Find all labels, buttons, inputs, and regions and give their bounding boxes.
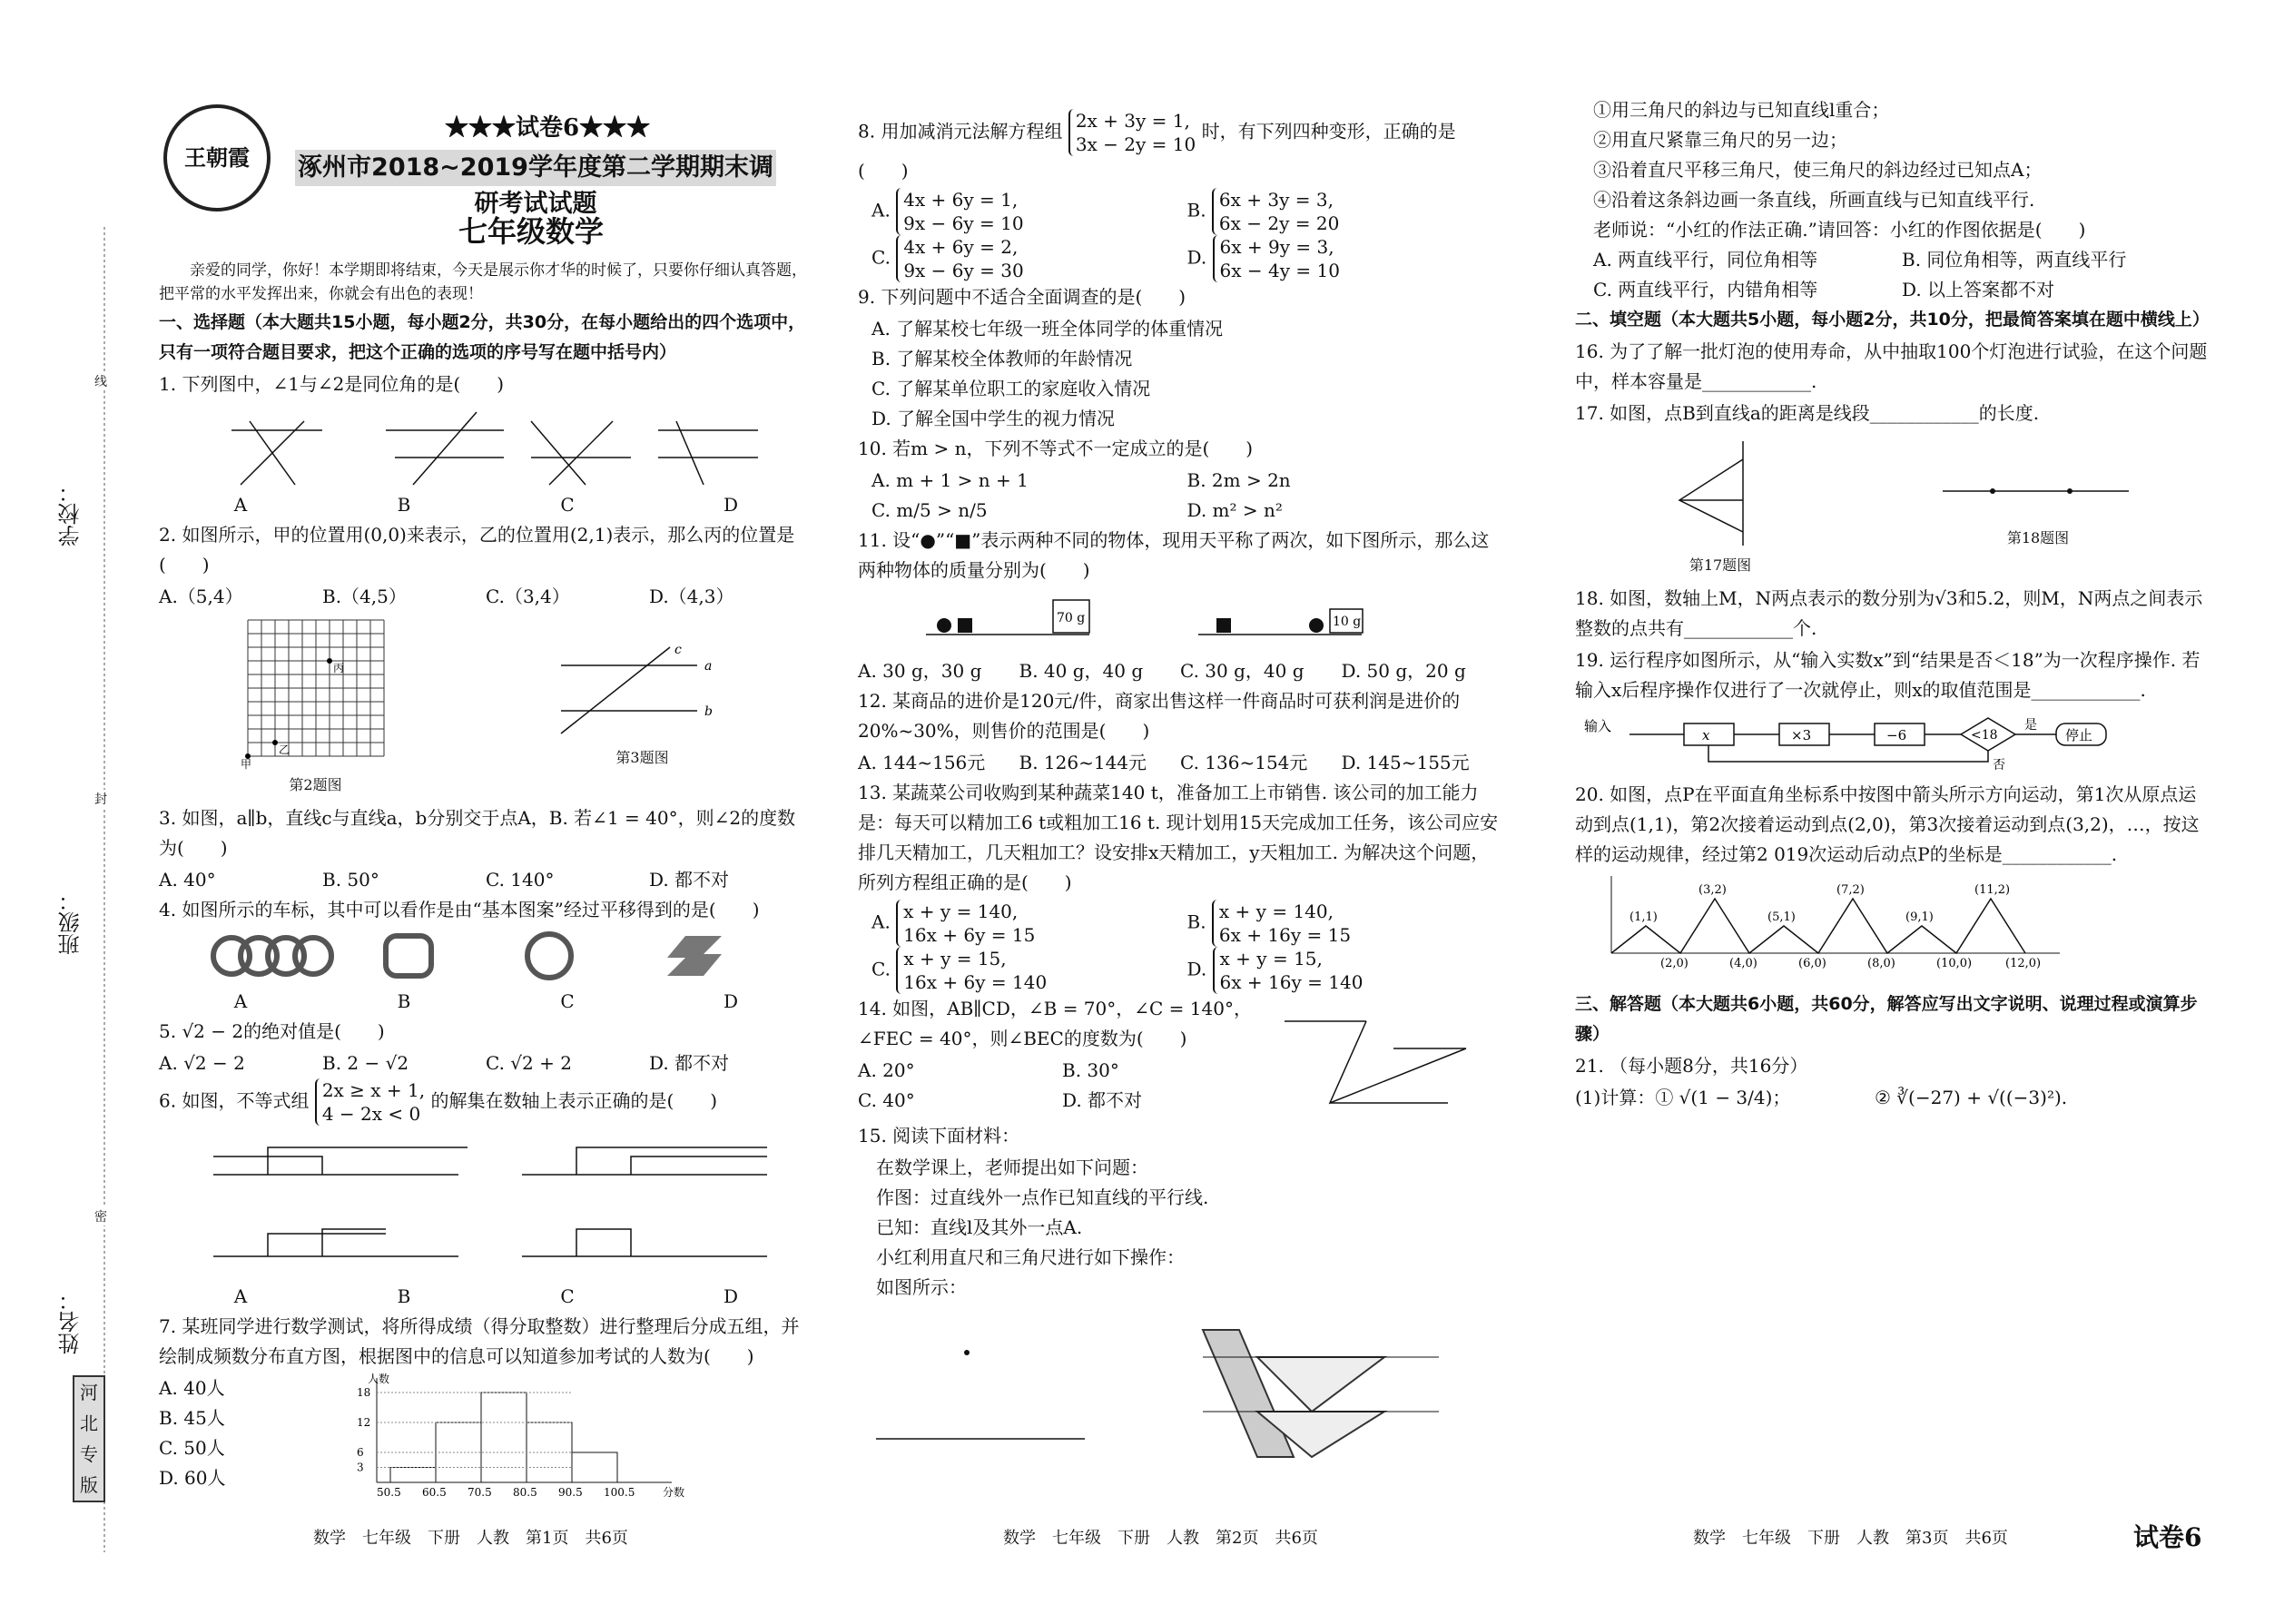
q11-option-c[interactable]: C. 30 g，40 g [1180,660,1305,682]
q3-figure [552,643,733,773]
q6-option-a[interactable]: A [233,1285,248,1307]
q1-options [159,490,812,520]
q3-parallel-lines [552,643,733,743]
q15-material [876,1153,1502,1303]
q13-b-sys [1212,900,1377,947]
q15-option-d[interactable]: D. 以上答案都不对 [1902,279,2055,300]
question-6 [159,1078,812,1126]
q6-option-b[interactable]: B [397,1285,411,1307]
footer-page-1: 数学 七年级 下册 人教 第1页 共6页 [313,1529,628,1548]
q8-option-a[interactable] [871,188,1187,235]
q1-figures [159,403,812,494]
section-2-heading: 二、填空题（本大题共5小题，每小题2分，共10分，把最简答案填在题中横线上） [1575,310,2210,330]
q6-eq1: 2x ≥ x + 1, [321,1079,426,1101]
q4-logos [159,929,812,983]
q15-line-4: 已知：直线l及其外一点A. [876,1216,1083,1238]
q2-figure [239,615,393,800]
paper-badge: ★★★试卷6★★★ [445,114,651,142]
point-label-lower: (6,0) [1798,957,1826,970]
q3-option-a[interactable]: A. 40° [159,869,216,891]
question-10: 10. 若m > n，下列不等式不一定成立的是( ) [858,438,1254,459]
q13-c-eq2: 16x + 6y = 140 [903,971,1048,993]
q7-option-b[interactable]: B. 45人 [159,1407,225,1429]
q13-b-letter: B. [1186,910,1206,933]
q8-c-sys [896,235,1061,282]
binding-strip [36,227,109,1561]
flow-yes: 是 [2024,718,2037,733]
question-7: 7. 某班同学进行数学测试，将所得成绩（得分取整数）进行整理后分成五组，并绘制成频数分布直方图，根据图中的信息可以知道参加考试的人数为( ) [159,1315,800,1367]
question-1: 1. 下列图中，∠1与∠2是同位角的是( ) [159,373,505,395]
q2-grid [239,615,393,770]
q8-d-letter: D. [1186,246,1207,269]
q10-option-a[interactable]: A. m + 1 > n + 1 [871,469,1029,491]
x-tick-label: 100.5 [604,1486,635,1499]
flow-input: 输入 [1584,718,1612,734]
flow-x: x [1702,727,1710,743]
seal-mark-seal: 封 [94,790,107,808]
paper-title: 涿州市2018~2019学年度第二学期期末调研考试试题 [295,150,776,186]
q12-options [858,748,1502,778]
y-axis-label: 人数 [368,1373,390,1385]
q21-parts [1575,1083,2210,1113]
question-18: 18. 如图，数轴上M，N两点表示的数分别为√3和5.2，则M，N两点之间表示整数的点共有____________个. [1575,587,2203,639]
q9-option-d[interactable]: D. 了解全国中学生的视力情况 [871,408,1116,429]
q13-c-eq1: x + y = 15, [903,948,1007,969]
q6-pre: 6. 如图，不等式组 [159,1089,310,1112]
q8-b-eq1: 6x + 3y = 3, [1218,189,1334,211]
q14-option-c[interactable]: C. 40° [858,1089,915,1111]
q10-options [871,466,1502,526]
q15-line-5: 小红利用直尺和三角尺进行如下操作： [876,1246,1185,1268]
q3-options [159,865,812,895]
q17-caption: 第17题图 [1689,556,1752,574]
svg-text:a: a [704,659,712,674]
q10-option-c[interactable]: C. m/5 > n/5 [871,499,988,521]
q17-svg [1648,432,1793,550]
car-logos [195,929,776,983]
point-label-lower: (8,0) [1867,957,1895,970]
question-16: 16. 为了了解一批灯泡的使用寿命，从中抽取100个灯泡进行试验，在这个问题中，样本容量是____________. [1575,340,2208,392]
intro-text: 亲爱的同学，你好！本学期即将结束，今天是展示你才华的时候了，只要你仔细认真答题，把平常的水平发挥出来，你就会有出色的表现！ [159,261,807,303]
q13-c-sys [896,947,1061,994]
q15-line-1: 15. 阅读下面材料： [858,1125,1020,1147]
point-label-upper: (9,1) [1905,910,1934,924]
q6-post: 的解集在数轴上表示正确的是( ) [430,1089,718,1112]
q11-option-a[interactable]: A. 30 g，30 g [858,660,982,682]
label-jia: 甲 [240,758,251,770]
q1-option-a[interactable]: A [233,494,248,516]
point-label-upper: (7,2) [1836,883,1865,897]
y-tick-label: 18 [357,1386,371,1399]
label-yi: 乙 [278,743,290,756]
q19-flowchart [1575,707,2192,771]
weight-10g: 10 g [1333,615,1362,629]
q12-option-a[interactable]: A. 144~156元 [858,752,986,773]
q3-option-c[interactable]: C. 140° [486,869,555,891]
q12-option-d[interactable]: D. 145~155元 [1341,752,1470,773]
school-label: 学校： [58,481,84,546]
question-11: 11. 设“●”“■”表示两种不同的物体，现用天平称了两次，如下图所示，那么这两种物体的质量分别为( ) [858,529,1490,581]
q2-option-b[interactable]: B.（4,5） [322,586,407,607]
path-line [1611,899,2025,953]
q8-a-eq1: 4x + 6y = 1, [903,189,1019,211]
question-12: 12. 某商品的进价是120元/件，商家出售这样一件商品时可获利润是进价的20%~30%，则售价的范围是( ) [858,690,1461,742]
q5-option-b[interactable]: B. 2 − √2 [322,1052,409,1074]
svg-text:b: b [704,704,713,719]
q13-option-a[interactable] [871,900,1187,947]
q13-c-letter: C. [871,958,891,980]
q13-d-eq2: 6x + 16y = 140 [1219,971,1364,993]
x-tick-label: 70.5 [468,1486,492,1499]
question-4: 4. 如图所示的车标，其中可以看作是由“基本图案”经过平移得到的是( ) [159,899,760,920]
point-label-upper: (3,2) [1698,883,1727,897]
q11-balances [858,589,1502,653]
q11-balance-figure [908,589,1452,653]
q14-options [858,1056,1266,1116]
q8-option-c[interactable] [871,235,1187,282]
q8-d-eq2: 6x − 4y = 10 [1219,260,1340,281]
point-yi [272,740,278,745]
histogram-bar [390,1468,436,1483]
question-9: 9. 下列问题中不适合全面调查的是( ) [858,286,1186,308]
q1-option-b[interactable]: B [397,494,411,516]
q4-option-a[interactable]: A [233,990,248,1012]
q15-step-5: 老师说：“小红的作法正确.”请回答：小红的作图依据是( ) [1593,219,2086,241]
q13-option-c[interactable] [871,947,1187,994]
point-label-upper: (1,1) [1629,910,1658,924]
q4-options [159,987,812,1017]
q6-eq2: 4 − 2x < 0 [321,1103,421,1125]
q8-b-eq2: 6x − 2y = 20 [1218,212,1340,234]
q13-a-eq1: x + y = 140, [903,901,1019,922]
q5-option-a[interactable]: A. √2 − 2 [159,1052,245,1074]
x-tick-label: 60.5 [422,1486,447,1499]
point-bing [327,658,332,664]
q13-option-b[interactable] [1187,900,1503,947]
question-8 [858,109,1502,186]
y-tick-label: 12 [357,1416,371,1429]
q13-a-sys [896,900,1061,947]
q13-options [871,900,1502,994]
seal-mark-secret: 密 [94,1207,107,1225]
q4-option-b[interactable]: B [397,990,411,1012]
question-5: 5. √2 − 2的绝对值是( ) [159,1020,385,1042]
q8-system [1068,109,1196,156]
q8-d-eq1: 6x + 9y = 3, [1219,236,1334,258]
x-tick-label: 50.5 [377,1486,401,1499]
q13-b-eq2: 6x + 16y = 15 [1218,924,1352,946]
q8-d-sys [1213,235,1378,282]
q11-option-b[interactable]: B. 40 g，40 g [1019,660,1144,682]
q15-steps [1593,95,2210,245]
point-label-upper: (11,2) [1974,883,2011,897]
q13-b-eq1: x + y = 140, [1218,901,1334,922]
q15-option-c[interactable]: C. 两直线平行，内错角相等 [1593,279,1818,300]
q21-part-b: ② ∛(−27) + √((−3)²). [1875,1087,2068,1108]
q8-post: 时，有下列四种变形，正确的是( ) [858,120,1456,182]
q6-options [159,1282,812,1312]
logo: 王朝霞 [163,104,271,212]
flow-minus6: −6 [1886,727,1907,743]
q15-line-2: 在数学课上，老师提出如下问题： [876,1156,1148,1178]
q7-body [159,1373,812,1510]
q5-options [159,1048,812,1078]
q9-options [871,314,1502,434]
question-15 [858,1121,1502,1475]
q18-figure [1938,459,2138,553]
q14-left [858,994,1266,1121]
q5-option-d[interactable]: D. 都不对 [649,1052,730,1074]
q2-option-a[interactable]: A.（5,4） [159,586,243,607]
q15-figure [858,1303,1484,1466]
flow-no: 否 [1993,758,2005,771]
q1-option-d[interactable]: D [723,494,739,516]
q9-option-a[interactable]: A. 了解某校七年级一班全体同学的体重情况 [871,318,1224,340]
point-label-upper: (5,1) [1767,910,1796,924]
q4-option-c[interactable]: C [560,990,575,1012]
q8-c-eq2: 9x − 6y = 30 [903,260,1024,281]
point-label-lower: (10,0) [1936,957,1973,970]
point-label-lower: (4,0) [1729,957,1757,970]
point-label-lower: (2,0) [1660,957,1689,970]
q8-a-eq2: 9x − 6y = 10 [903,212,1024,234]
q7-option-a[interactable]: A. 40人 [159,1377,225,1399]
q15-step-3: ③沿着直尺平移三角尺，使三角尺的斜边经过已知点A； [1593,159,2043,181]
flow-stop: 停止 [2065,727,2093,743]
q8-option-d[interactable] [1187,235,1503,282]
q14-figure [1266,994,1484,1121]
q15-option-a[interactable]: A. 两直线平行，同位角相等 [1593,249,1818,271]
q6-option-c[interactable]: C [560,1285,575,1307]
q15-line-3: 作图：过直线外一点作已知直线的平行线. [876,1186,1209,1208]
flow-times3: ×3 [1791,727,1812,743]
q2-option-c[interactable]: C.（3,4） [486,586,570,607]
q7-option-c[interactable]: C. 50人 [159,1437,225,1459]
q15-option-b[interactable]: B. 同位角相等，两直线平行 [1902,249,2127,271]
q2-caption: 第2题图 [289,776,342,793]
q6-number-lines [159,1129,812,1284]
section-3-heading: 三、解答题（本大题共6小题，共60分，解答应写出文字说明、说理过程或演算步骤） [1575,994,2198,1044]
q17-figure [1648,432,1793,580]
q13-d-letter: D. [1186,958,1207,980]
q6-number-lines-svg [195,1129,776,1284]
question-13: 13. 某蔬菜公司收购到某种蔬菜140 t，准备加工上市销售. 该公司的加工能力是：每天可以精加工6 t或粗加工16 t. 现计划用15天完成加工任务，该公司应安排几天精加工，几天粗加工？设安排x天精加工，y天粗加工. 为解决这个问题，所列方程组正确的是( ) [858,782,1499,893]
q20-zigzag-figure [1575,871,2192,980]
question-20: 20. 如图，点P在平面直角坐标系中按图中箭头所示方向运动，第1次从原点运动到点(1,1)，第2次接着运动到点(2,0)，第3次接着运动到点(3,2)，…，按这样的运动规律，经过第2 019次运动后动点P的坐标是____________. [1575,783,2200,865]
edition-label: 河北专版 [73,1375,105,1502]
question-14: 14. 如图，AB∥CD，∠B = 70°，∠C = 140°，∠FEC = 40°，则∠BEC的度数为( ) [858,998,1252,1049]
q12-option-b[interactable]: B. 126~144元 [1019,752,1147,773]
q13-d-eq1: x + y = 15, [1219,948,1323,969]
name-label: 姓名： [58,1289,84,1354]
q11-option-d[interactable]: D. 50 g，20 g [1341,660,1466,682]
histogram-bar [572,1452,617,1482]
flow-less18: <18 [1971,728,1998,743]
q14-block [858,994,1502,1121]
q21-part-a: (1)计算：① √(1 − 3/4)； [1575,1087,1791,1108]
q8-c-eq1: 4x + 6y = 2, [903,236,1019,258]
q15-step-2: ②用直尺紧靠三角尺的另一边； [1593,129,1847,151]
q18-svg [1938,459,2138,523]
q12-option-c[interactable]: C. 136~154元 [1180,752,1308,773]
question-3: 3. 如图，a∥b，直线c与直线a，b分别交于点A，B. 若∠1 = 40°，则∠2的度数为( ) [159,807,796,859]
q14-option-d[interactable]: D. 都不对 [1062,1089,1143,1111]
q3-caption: 第3题图 [615,749,669,766]
q13-a-letter: A. [871,910,891,933]
q7-option-d[interactable]: D. 60人 [159,1467,226,1489]
q15-line-6: 如图所示： [876,1276,967,1298]
section-1-heading: 一、选择题（本大题共15小题，每小题2分，共30分，在每小题给出的四个选项中，只有一项符合题目要求，把这个正确的选项的序号写在题中括号内） [159,312,806,362]
q8-b-letter: B. [1186,199,1206,221]
q8-c-letter: C. [871,246,891,269]
q15-step-4: ④沿着这条斜边画一条直线，所画直线与已知直线平行. [1593,189,2035,211]
q3-option-b[interactable]: B. 50° [322,869,379,891]
q13-d-sys [1213,947,1378,994]
column-2 [858,109,1502,1475]
seal-mark-line: 线 [94,372,107,390]
q15-options [1593,245,2210,305]
q2-q3-figures [159,615,812,800]
q8-b-sys [1212,188,1377,235]
column-3 [1575,95,2210,1113]
q14-option-a[interactable]: A. 20° [858,1059,915,1081]
q6-option-d[interactable]: D [723,1285,739,1307]
svg-text:c: c [674,643,682,657]
q1-angle-figures [213,403,758,494]
q14-option-b[interactable]: B. 30° [1062,1059,1119,1081]
q7-histogram [331,1373,722,1510]
q9-option-c[interactable]: C. 了解某单位职工的家庭收入情况 [871,378,1151,399]
label-bing: 丙 [332,662,344,674]
q10-option-b[interactable]: B. 2m > 2n [1186,469,1291,491]
footer-tag: 试卷6 [2133,1522,2202,1552]
x-tick-label: 90.5 [558,1486,583,1499]
question-17: 17. 如图，点B到直线a的距离是线段____________的长度. [1575,402,2040,424]
weight-70g: 70 g [1057,611,1086,625]
subject-title: 七年级数学 [458,214,605,249]
q11-options [858,656,1502,686]
q2-option-d[interactable]: D.（4,3） [649,586,734,607]
q5-option-c[interactable]: C. √2 + 2 [486,1052,572,1074]
q8-eq2: 3x − 2y = 10 [1075,133,1196,155]
q15-step-1: ①用三角尺的斜边与已知直线l重合； [1593,99,1890,121]
q8-options [871,188,1502,282]
q8-a-letter: A. [871,199,891,221]
footer-page-3: 数学 七年级 下册 人教 第3页 共6页 [1693,1529,2008,1548]
q8-a-sys [896,188,1061,235]
q9-option-b[interactable]: B. 了解某校全体教师的年龄情况 [871,348,1133,369]
y-tick-label: 6 [357,1446,364,1459]
q6-system [315,1078,425,1126]
question-2: 2. 如图所示，甲的位置用(0,0)来表示，乙的位置用(2,1)表示，那么丙的位置是( ) [159,524,795,576]
q13-option-d[interactable] [1187,947,1503,994]
q7-options [159,1373,331,1510]
q10-option-d[interactable]: D. m² > n² [1186,499,1283,521]
class-label: 班级： [58,890,84,955]
question-19: 19. 运行程序如图所示，从“输入实数x”到“结果是否＜18”为一次程序操作. 若输入x后程序操作仅进行了一次就停止，则x的取值范围是____________. [1575,649,2200,701]
column-1 [159,259,812,1510]
q3-option-d[interactable]: D. 都不对 [649,869,730,891]
point-label-lower: (12,0) [2005,957,2042,970]
q2-options [159,582,812,612]
x-axis-label: 分数 [663,1486,685,1499]
q17-q18-figures [1575,432,2210,580]
q8-option-b[interactable] [1187,188,1503,235]
q8-eq1: 2x + 3y = 1, [1075,110,1190,132]
y-tick-label: 3 [357,1461,364,1474]
footer-page-2: 数学 七年级 下册 人教 第2页 共6页 [1003,1529,1318,1548]
q4-option-d[interactable]: D [723,990,739,1012]
histogram-bar [481,1393,527,1482]
q13-a-eq2: 16x + 6y = 15 [903,924,1036,946]
q1-option-c[interactable]: C [560,494,575,516]
q8-pre: 8. 用加减消元法解方程组 [858,120,1063,143]
x-tick-label: 80.5 [513,1486,537,1499]
q18-caption: 第18题图 [2006,529,2070,546]
question-21: 21. （每小题8分，共16分） [1575,1055,1808,1077]
